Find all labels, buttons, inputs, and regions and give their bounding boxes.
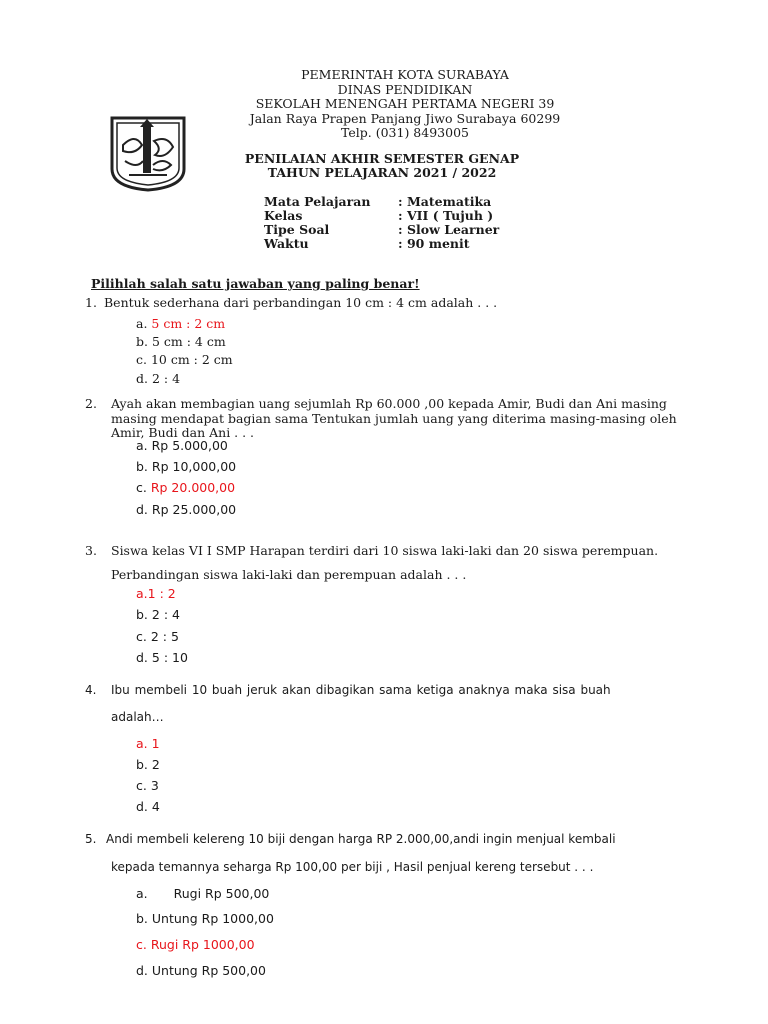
option-text: 2 bbox=[151, 757, 160, 772]
question-number: 5. bbox=[85, 832, 97, 846]
option-1c[interactable] bbox=[136, 352, 233, 367]
exam-info-row bbox=[264, 195, 499, 209]
header-department: DINAS PENDIDIKAN bbox=[337, 81, 473, 97]
option-letter: d. bbox=[136, 650, 148, 665]
school-header bbox=[0, 68, 768, 141]
header-government: PEMERINTAH KOTA SURABAYA bbox=[301, 67, 509, 82]
option-text: Rugi Rp 500,00 bbox=[173, 886, 270, 901]
option-4a[interactable] bbox=[136, 736, 160, 751]
option-3c[interactable] bbox=[136, 629, 179, 644]
option-letter: b. bbox=[136, 334, 148, 349]
option-letter: c. bbox=[136, 480, 147, 495]
option-5a[interactable] bbox=[136, 886, 269, 901]
exam-info-row bbox=[264, 237, 499, 251]
question-number: 4. bbox=[85, 683, 97, 697]
exam-title bbox=[0, 152, 764, 180]
header-phone: Telp. (031) 8493005 bbox=[341, 125, 469, 140]
question-5-line2: kepada temannya seharga Rp 100,00 per biji , Hasil penjual kereng tersebut . . . bbox=[111, 860, 594, 874]
exam-info-label: Waktu bbox=[264, 236, 309, 251]
exam-info-row bbox=[264, 223, 499, 237]
question-3-line2: Perbandingan siswa laki-laki dan perempuan adalah . . . bbox=[111, 567, 467, 582]
option-3d[interactable] bbox=[136, 650, 188, 665]
exam-title-line1: PENILAIAN AKHIR SEMESTER GENAP bbox=[244, 151, 520, 166]
question-text-line1: Ibu membeli 10 buah jeruk akan dibagikan sama ketiga anaknya maka sisa buah bbox=[111, 683, 611, 697]
option-1b[interactable] bbox=[136, 334, 226, 349]
option-text: Rp 10,000,00 bbox=[151, 459, 237, 474]
option-1d[interactable] bbox=[136, 371, 180, 386]
option-letter: a. bbox=[136, 886, 148, 901]
exam-title-line2: TAHUN PELAJARAN 2021 / 2022 bbox=[267, 165, 497, 180]
exam-info-label: Tipe Soal bbox=[264, 222, 330, 237]
exam-info-value: : 90 menit bbox=[398, 236, 470, 251]
option-letter: a. bbox=[136, 438, 148, 453]
option-2b[interactable] bbox=[136, 459, 236, 474]
instruction: Pilihlah salah satu jawaban yang paling benar! bbox=[91, 276, 420, 291]
option-text-correct: Rp 20.000,00 bbox=[150, 480, 236, 495]
option-text-correct: 5 cm : 2 cm bbox=[151, 316, 226, 331]
exam-info-row bbox=[264, 209, 499, 223]
question-text: Bentuk sederhana dari perbandingan 10 cm : 4 cm adalah . . . bbox=[104, 295, 498, 310]
option-text: Rp 25.000,00 bbox=[151, 502, 237, 517]
option-text-correct: Rugi Rp 1000,00 bbox=[150, 937, 255, 952]
option-letter: a. bbox=[136, 586, 148, 601]
option-text: Rp 5.000,00 bbox=[151, 438, 228, 453]
option-letter: b. bbox=[136, 459, 148, 474]
header-address: Jalan Raya Prapen Panjang Jiwo Surabaya 60299 bbox=[249, 110, 561, 126]
option-5c[interactable] bbox=[136, 937, 255, 952]
option-text: 2 : 4 bbox=[151, 607, 180, 622]
header-school-name: SEKOLAH MENENGAH PERTAMA NEGERI 39 bbox=[255, 96, 555, 111]
option-text: Untung Rp 1000,00 bbox=[151, 911, 274, 926]
question-number: 3. bbox=[85, 543, 97, 558]
option-letter: c. bbox=[136, 937, 147, 952]
option-4c[interactable] bbox=[136, 778, 159, 793]
option-text: 3 bbox=[150, 778, 159, 793]
option-text: 2 : 4 bbox=[151, 371, 181, 386]
option-letter: d. bbox=[136, 799, 148, 814]
option-4d[interactable] bbox=[136, 799, 160, 814]
option-text: 5 : 10 bbox=[151, 650, 188, 665]
option-2c[interactable] bbox=[136, 480, 235, 495]
option-text-correct: 1 bbox=[151, 736, 160, 751]
exam-info bbox=[264, 195, 499, 251]
option-2d[interactable] bbox=[136, 502, 236, 517]
option-5d[interactable] bbox=[136, 963, 266, 978]
option-letter: a. bbox=[136, 316, 148, 331]
option-letter: c. bbox=[136, 629, 147, 644]
option-4b[interactable] bbox=[136, 757, 160, 772]
question-text-line1: Andi membeli kelereng 10 biji dengan harga RP 2.000,00,andi ingin menjual kembali bbox=[106, 832, 616, 846]
option-letter: d. bbox=[136, 963, 148, 978]
option-letter: c. bbox=[136, 778, 147, 793]
option-text: 2 : 5 bbox=[150, 629, 179, 644]
option-text: 5 cm : 4 cm bbox=[151, 334, 226, 349]
exam-info-label: Kelas bbox=[264, 208, 303, 223]
option-text: 4 bbox=[151, 799, 160, 814]
option-2a[interactable] bbox=[136, 438, 228, 453]
question-4-line2: adalah… bbox=[111, 710, 164, 724]
option-letter: b. bbox=[136, 757, 148, 772]
exam-info-value: : Slow Learner bbox=[398, 222, 500, 237]
option-text: 10 cm : 2 cm bbox=[150, 352, 233, 367]
option-3b[interactable] bbox=[136, 607, 180, 622]
option-letter: d. bbox=[136, 502, 148, 517]
option-letter: a. bbox=[136, 736, 148, 751]
question-text: Ayah akan membagian uang sejumlah Rp 60.000 ,00 kepada Amir, Budi dan Ani masing masing mendapat bagian sama Tentukan jumlah uang yang diterima masing-masing oleh Amir, Budi dan Ani . . . bbox=[111, 396, 677, 440]
question-number: 1. bbox=[85, 295, 97, 310]
option-letter: b. bbox=[136, 607, 148, 622]
option-text-correct: 1 : 2 bbox=[147, 586, 176, 601]
option-1a[interactable] bbox=[136, 316, 225, 331]
option-3a[interactable] bbox=[136, 586, 176, 601]
option-5b[interactable] bbox=[136, 911, 274, 926]
exam-info-value: : Matematika bbox=[398, 194, 492, 209]
option-letter: c. bbox=[136, 352, 147, 367]
option-letter: d. bbox=[136, 371, 148, 386]
question-text-line1: Siswa kelas VI I SMP Harapan terdiri dari 10 siswa laki-laki dan 20 siswa perempuan. bbox=[111, 543, 659, 558]
question-number: 2. bbox=[85, 396, 97, 411]
exam-info-label: Mata Pelajaran bbox=[264, 194, 371, 209]
exam-info-value: : VII ( Tujuh ) bbox=[398, 208, 494, 223]
option-text: Untung Rp 500,00 bbox=[151, 963, 266, 978]
option-letter: b. bbox=[136, 911, 148, 926]
